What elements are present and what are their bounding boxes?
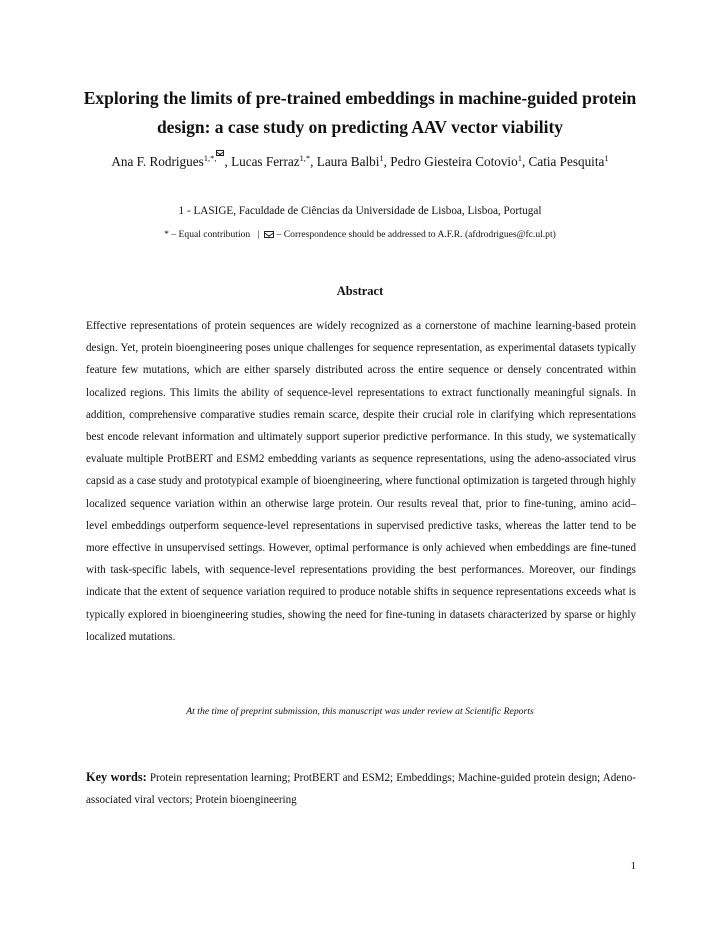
author-affiliation-marker: 1 — [517, 153, 522, 163]
review-note: At the time of preprint submission, this manuscript was under review at Scientific Reports — [186, 706, 534, 717]
author — [317, 154, 390, 169]
equal-contribution-note: * – Equal contribution — [164, 229, 251, 240]
abstract-text: Effective representations of protein sequences are widely recognized as a cornerstone of machine learning-based protein design. Yet, protein bioengineering poses unique challenges for sequence representation, as experimental datasets typically feature few mutations, which are either sparsely distributed across the entire sequence or densely concentrated within localized regions. This limits the ability of sequence-level representations to extract functionally meaningful signals. In addition, comprehensive comparative studies remain scarce, despite their crucial role in clarifying which representations best encode relevant information and ultimately support superior predictive performance. In this study, we systematically evaluate multiple ProtBERT and ESM2 embedding variants as sequence representations, using the adeno-associated virus capsid as a case study and prototypical example of bioengineering, where functional optimization is targeted through highly localized sequence variation within an otherwise large protein. Our results reveal that, prior to fine-tuning, amino acid–level embeddings outperform sequence-level representations in supervised predictive tasks, whereas the latter tend to be more effective in unsupervised settings. However, optimal performance is only achieved when embeddings are fine-tuned with task-specific labels, with sequence-level representations providing the best performances. Moreover, our findings indicate that the extent of sequence variation required to produce notable shifts in sequence representations exceeds what is typically explored in bioengineering studies, showing the need for fine-tuning in datasets characterized by sparse or highly localized mutations. — [86, 320, 636, 643]
affiliation: 1 - LASIGE, Faculdade de Ciências da Universidade de Lisboa, Lisboa, Portugal — [178, 205, 542, 217]
author-separator: , — [383, 154, 391, 169]
author — [231, 154, 317, 169]
keywords-label: Key words: — [86, 770, 147, 784]
author — [111, 154, 231, 169]
envelope-icon — [264, 231, 274, 238]
author — [529, 154, 609, 169]
author-name: Catia Pesquita — [528, 154, 605, 169]
author-list — [40, 150, 680, 171]
author-affiliation-marker: 1 — [604, 153, 609, 163]
author-affiliation-marker: 1,*, — [204, 153, 225, 163]
author — [390, 154, 528, 169]
author-separator: , — [310, 154, 317, 169]
paper-title: Exploring the limits of pre-trained embeddings in machine-guided protein design: a case study on predicting AAV vector viability — [83, 88, 637, 137]
author-separator: , — [224, 154, 232, 169]
author-name: Laura Balbi — [316, 154, 380, 169]
author-affiliation-marker: 1,* — [299, 153, 311, 163]
keywords — [86, 766, 636, 811]
author-affiliation-marker: 1 — [379, 153, 384, 163]
contribution-note — [40, 228, 680, 242]
note-separator: | — [257, 229, 260, 240]
keywords-text: Protein representation learning; ProtBERT and ESM2; Embeddings; Machine-guided protein design; Adeno-associated viral vectors; Protein bioengineering — [86, 772, 636, 807]
author-name: Ana F. Rodrigues — [111, 154, 204, 169]
author-name: Lucas Ferraz — [231, 154, 300, 169]
author-separator: , — [521, 154, 529, 169]
correspondence-note: – Correspondence should be addressed to A.F.R. (afdrodrigues@fc.ul.pt) — [276, 229, 556, 240]
page-number: 1 — [630, 861, 636, 872]
author-name: Pedro Giesteira Cotovio — [390, 154, 518, 169]
envelope-icon — [216, 150, 224, 156]
abstract-heading: Abstract — [336, 284, 384, 298]
